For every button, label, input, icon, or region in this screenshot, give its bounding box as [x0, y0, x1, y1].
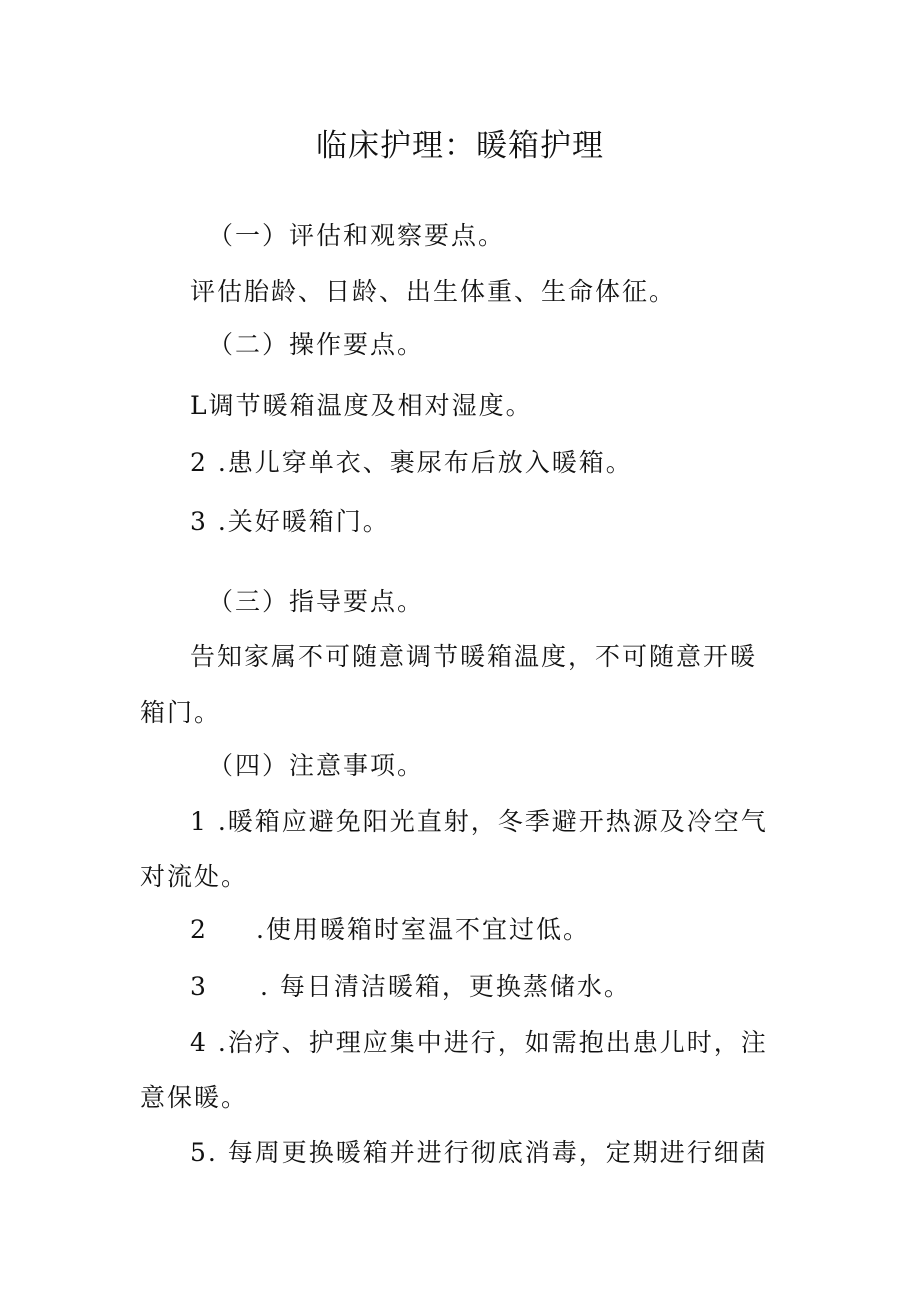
document-title: 临床护理：暖箱护理 [316, 128, 604, 164]
section-heading-2: （二）操作要点。 [208, 330, 425, 359]
paragraph-line: 对流处。 [140, 862, 249, 891]
list-item: L调节暖箱温度及相对湿度。 [190, 391, 533, 420]
paragraph-line: 意保暖。 [140, 1083, 249, 1112]
list-number: 3 [190, 972, 208, 1001]
list-item: 5. 每周更换暖箱并进行彻底消毒，定期进行细菌 [190, 1138, 768, 1167]
list-item: 1 .暖箱应避免阳光直射，冬季避开热源及冷空气 [190, 807, 768, 836]
list-number: 2 [190, 915, 208, 944]
paragraph-line: 箱门。 [140, 698, 222, 727]
list-item [190, 970, 631, 1004]
paragraph-line: 评估胎龄、日龄、出生体重、生命体征。 [190, 277, 677, 306]
paragraph-line: 告知家属不可随意调节暖箱温度，不可随意开暖 [190, 642, 758, 671]
list-text: . 每日清洁暖箱，更换蒸储水。 [260, 972, 631, 1001]
section-heading-4: （四）注意事项。 [208, 751, 425, 780]
list-item: 4 .治疗、护理应集中进行，如需抱出患儿时，注 [190, 1028, 768, 1057]
list-item: 3 .关好暖箱门。 [190, 507, 390, 536]
section-heading-3: （三）指导要点。 [208, 587, 425, 616]
list-item [190, 913, 590, 947]
section-heading-1: （一）评估和观察要点。 [208, 221, 506, 250]
list-text: .使用暖箱时室温不宜过低。 [256, 915, 590, 944]
list-item: 2 .患儿穿单衣、裹尿布后放入暖箱。 [190, 448, 633, 477]
